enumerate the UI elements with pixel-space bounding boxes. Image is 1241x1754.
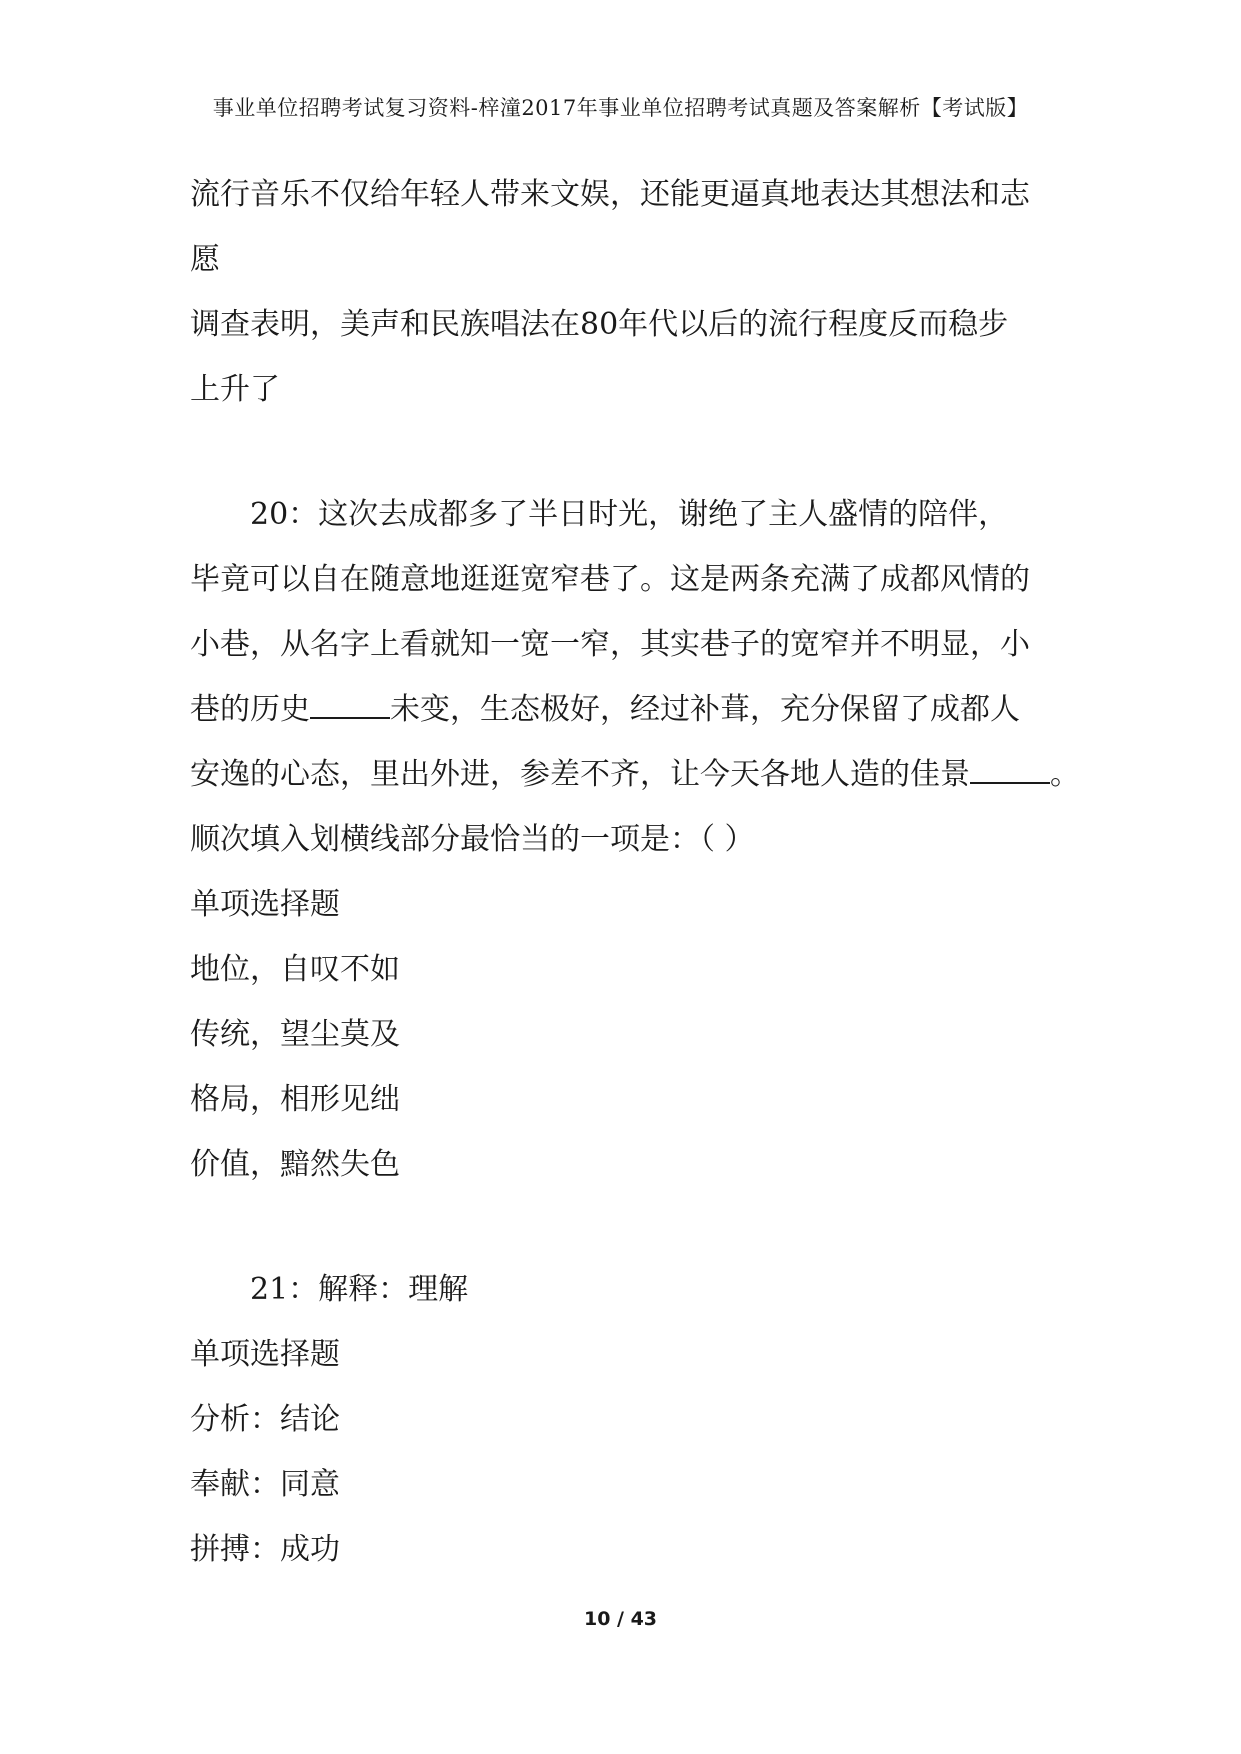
- fill-blank-2: [970, 754, 1050, 784]
- document-body: [190, 162, 1080, 1582]
- q20-stem-line3: 小巷，从名字上看就知一宽一窄，其实巷子的宽窄并不明显，小: [190, 627, 1030, 662]
- q20-line5-text-a: 安逸的心态，里出外进，参差不齐，让今天各地人造的佳景: [190, 757, 970, 792]
- prev-option-c-line2: 愿: [190, 242, 220, 277]
- spacer: [190, 422, 1070, 482]
- q20-stem-line4: [190, 677, 1070, 742]
- q20-option-b: 传统，望尘莫及: [190, 1017, 400, 1052]
- spacer: [190, 1197, 1070, 1257]
- q21-option-b: 奉献：同意: [190, 1467, 340, 1502]
- q20-stem-line2: 毕竟可以自在随意地逛逛宽窄巷了。这是两条充满了成都风情的: [190, 562, 1030, 597]
- q20-line4-text-b: 未变，生态极好，经过补葺，充分保留了成都人: [390, 692, 1020, 727]
- q20-stem-line1: 20：这次去成都多了半日时光，谢绝了主人盛情的陪伴，: [250, 497, 1009, 532]
- q20-line5-text-b: 。: [1050, 757, 1080, 792]
- q20-option-d: 价值，黯然失色: [190, 1147, 400, 1182]
- q20-option-c: 格局，相形见绌: [190, 1082, 400, 1117]
- q21-stem: 21：解释：理解: [250, 1272, 469, 1307]
- q20-option-a: 地位，自叹不如: [190, 952, 400, 987]
- q20-stem-line6: 顺次填入划横线部分最恰当的一项是：（ ）: [190, 822, 755, 857]
- q20-question-type: 单项选择题: [190, 887, 340, 922]
- fill-blank-1: [310, 689, 390, 719]
- page-header: 事业单位招聘考试复习资料-梓潼2017年事业单位招聘考试真题及答案解析【考试版】: [212, 96, 1029, 120]
- prev-option-c-line1: 流行音乐不仅给年轻人带来文娱，还能更逼真地表达其想法和志: [190, 177, 1030, 212]
- q21-question-type: 单项选择题: [190, 1337, 340, 1372]
- prev-option-d-line2: 上升了: [190, 372, 280, 407]
- q20-stem-line5: [190, 742, 1080, 807]
- prev-option-d-line1: 调查表明，美声和民族唱法在80年代以后的流行程度反而稳步: [190, 307, 1009, 342]
- q21-option-c: 拼搏：成功: [190, 1532, 340, 1567]
- page-number: 10 / 43: [583, 1608, 658, 1630]
- q20-line4-text-a: 巷的历史: [190, 692, 310, 727]
- q21-option-a: 分析：结论: [190, 1402, 340, 1437]
